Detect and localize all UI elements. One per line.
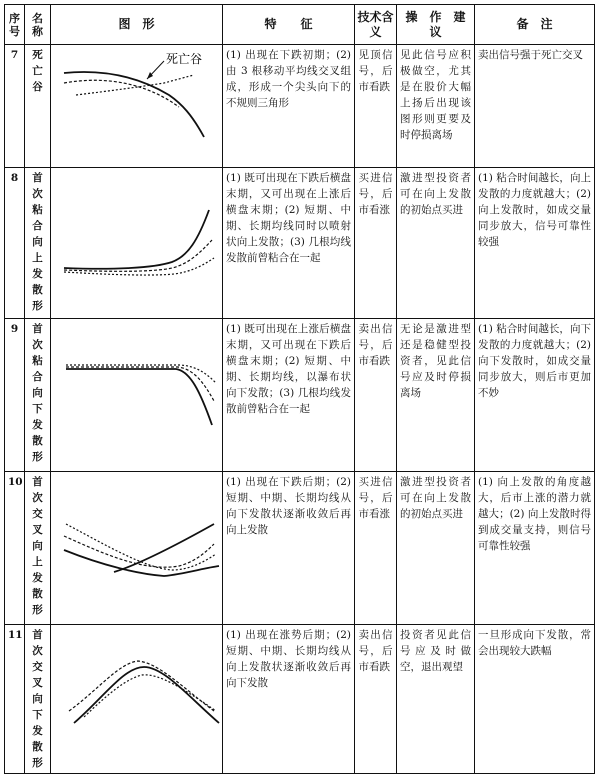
pattern-table [4,4,595,774]
row-number: 7 [5,45,25,168]
pattern-figure [51,319,223,472]
pattern-figure [51,472,223,625]
table-row [5,472,595,625]
advice-text: 激进型投资者可在向上发散的初始点买进 [400,172,471,216]
header-advice: 操 作 建 议 [397,5,475,45]
note-text: 一旦形成向下发散，常会出现较大跌幅 [478,629,591,657]
pattern-figure [51,45,223,168]
table-row [5,45,595,168]
figure-label: 死亡谷 [166,52,203,66]
row-number: 8 [5,168,25,319]
note-text: (1) 粘合时间越长，向下发散的力度就越大；(2) 向下发散时，如成交量同步放大，则后市更加不妙 [478,323,591,399]
advice-text: 激进型投资者可在向上发散的初始点买进 [400,476,471,520]
death-valley-figure [54,47,226,165]
features-text: (1) 出现在涨势后期；(2) 短期、中期、长期均线从向上发散状逐渐收敛后再向下发散 [226,629,351,689]
cross-up-figure [54,474,226,622]
table-row [5,319,595,472]
meaning-text: 买进信号，后市看涨 [358,172,393,216]
row-number: 10 [5,472,25,625]
header-note: 备 注 [475,5,595,45]
meaning-text: 见顶信号，后市看跌 [358,49,393,93]
row-number: 9 [5,319,25,472]
features-text: (1) 既可出现在上涨后横盘末期，又可出现在下跌后横盘末期；(2) 短期、中期、长期均线，以瀑布状向下发散；(3) 几根均线发散前曾粘合在一起 [226,323,351,415]
cross-down-figure [54,627,226,747]
note-text: (1) 粘合时间越长，向上发散的力度就越大；(2) 向上发散时，如成交量同步放大，信号可靠性较强 [478,172,591,248]
header-name: 名称 [25,5,51,45]
meaning-text: 卖出信号，后市看跌 [358,323,393,367]
note-text: (1) 向上发散的角度越大，后市上涨的潜力就越大；(2) 向上发散时得到成交量支持，则信号可靠性较强 [478,476,591,552]
header-features: 特 征 [223,5,355,45]
pattern-name: 首次交叉向下发散形 [32,629,43,769]
features-text: (1) 既可出现在下跌后横盘末期，又可出现在上涨后横盘末期；(2) 短期、中期、长期均线同时以喷射状向上发散；(3) 几根均线发散前曾粘合在一起 [226,172,351,264]
header-figure: 图 形 [51,5,223,45]
table-row [5,625,595,774]
pattern-name: 死亡谷 [32,49,43,93]
pattern-name: 首次交叉向上发散形 [32,476,43,616]
table-row [5,168,595,319]
features-text: (1) 出现在下跌后期；(2) 短期、中期、长期均线从向下发散状逐渐收敛后再向上发散 [226,476,351,536]
converge-up-figure [54,170,226,316]
features-text: (1) 出现在下跌初期；(2) 由 3 根移动平均线交叉组成，形成一个尖头向下的不规则三角形 [226,49,351,109]
pattern-figure [51,168,223,319]
advice-text: 投资者见此信号应及时做空，退出观望 [400,629,471,673]
converge-down-figure [54,321,226,469]
pattern-name: 首次粘合向上发散形 [32,172,43,312]
advice-text: 见此信号应积极做空，尤其是在股价大幅上扬后出现该图形则更要及时停损离场 [400,49,471,141]
note-text: 卖出信号强于死亡交叉 [478,49,583,61]
meaning-text: 买进信号，后市看涨 [358,476,393,520]
advice-text: 无论是激进型还是稳健型投资者，见此信号应及时停损离场 [400,323,471,399]
row-number: 11 [5,625,25,774]
header-seq: 序号 [5,5,25,45]
header-meaning: 技术含义 [355,5,397,45]
pattern-figure [51,625,223,774]
meaning-text: 卖出信号，后市看跌 [358,629,393,673]
pattern-name: 首次粘合向下发散形 [32,323,43,463]
header-row [5,5,595,45]
